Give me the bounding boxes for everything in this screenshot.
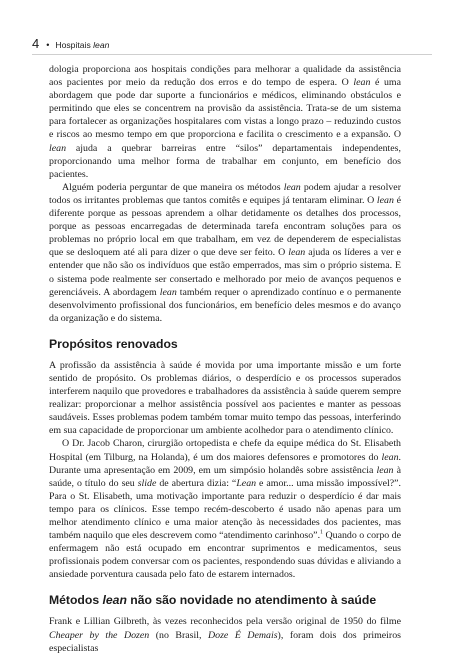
text-run: dologia proporciona aos hospitais condições para melhorar a qualidade da assistência aos pacientes por meio da redução dos erros e do tempo de espera. O	[49, 64, 401, 89]
text-run: . Durante uma apresentação em 2009, em um simpósio holandês sobre assistência	[49, 451, 401, 476]
paragraph	[49, 63, 401, 181]
italic-run: lean	[283, 181, 301, 193]
text-run: Alguém poderia perguntar de que maneira os métodos	[62, 181, 284, 193]
text-run: à saúde, o título do seu	[49, 464, 401, 489]
italic-run: lean	[381, 451, 399, 463]
paragraph	[49, 437, 401, 581]
text-run: (no Brasil,	[149, 629, 208, 641]
italic-run: lean	[49, 142, 67, 154]
page-number: 4	[32, 36, 40, 51]
text-run: podem ajudar a resolver todos os irritantes problemas que tantos comitês e equipes já tentaram eliminar. O	[49, 181, 401, 206]
italic-run: lean	[288, 247, 306, 259]
italic-run: lean	[376, 194, 394, 206]
text-run: não são novidade no atendimento à saúde	[126, 593, 377, 608]
italic-run: lean	[102, 593, 127, 608]
paragraph	[49, 359, 401, 438]
text-run: Quando o corpo de enfermagem não está ocupado em encontrar suprimentos e medicamentos, seus profissionais podem conversar com os pacientes, respondendo suas dúvidas e aliviando a ansiedade porventura causada pelo fato de estarem internados.	[49, 530, 401, 581]
text-run: ajuda a quebrar barreiras entre “silos” departamentais independentes, proporcionando uma melhor forma de trabalhar em conjunto, em benefício dos pacientes.	[49, 142, 401, 180]
text-run: é diferente porque as pessoas aprendem a olhar detidamente os detalhes dos processos, porque as pessoas encarregadas de determinada tarefa encontram soluções para os problemas no próprio local em que trabalham, em vez de dependerem de especialistas que se desloquem até ali para dizer o que deve ser feito. O	[49, 194, 401, 259]
running-title	[55, 40, 109, 54]
text-run: de abertura dizia: “	[156, 477, 237, 489]
text-run: Propósitos renovados	[49, 336, 178, 351]
text-run: A profissão da assistência à saúde é movida por uma importante missão e um forte sentido de propósito. Os problemas diários, o desperdício e os processos superados interferem naquilo que provedores e trabalhadores da assistência à saúde querem sempre realizar: proporcionar a melhor assistência possível aos pacientes e manter as pessoas saudáveis. Esses problemas podem também tomar muito tempo das pessoas, interferindo em sua capacidade de proporcionar um ambiente acolhedor para o atendimento clínico.	[49, 359, 401, 437]
running-title-text: Hospitais	[55, 40, 91, 50]
text-run: e amor... uma missão impossível?”. Para o St. Elisabeth, uma motivação importante para reduzir o desperdício é dar mais tempo para os clínicos. Esse tempo recém-descoberto é usado não apenas para um melhor atendimento clínico e uma maior atenção às necessidades dos pacientes, mas também naquilo que eles descrevem como “atendimento carinhoso”.	[49, 477, 401, 542]
italic-run: lean	[159, 286, 177, 298]
italic-run: slide	[137, 477, 157, 489]
text-run: ), foram dois dos primeiros especialistas	[49, 629, 401, 654]
footnote-ref: 1	[320, 529, 324, 536]
italic-run: Cheaper by the Dozen	[49, 629, 150, 641]
body-text	[49, 63, 401, 655]
text-run: é uma abordagem que pode dar suporte a funcionários e médicos, eliminando obstáculos e permitindo que eles se concentrem na provisão da assistência. Trata-se de um sistema para fortalecer as organizações hospitalares com vistas a longo prazo – reduzindo custos e riscos ao mesmo tempo em que proporciona e facilita o crescimento e a expansão. O	[49, 77, 401, 141]
running-header	[32, 36, 432, 55]
text-run: Métodos	[49, 593, 103, 608]
italic-run: lean	[353, 77, 371, 89]
italic-run: lean	[376, 464, 394, 476]
running-title-italic: lean	[93, 40, 110, 50]
header-bullet: •	[46, 40, 50, 50]
italic-run: Doze É Demais	[208, 629, 278, 641]
text-run: também requer o aprendizado contínuo e o permanente desenvolvimento profissional dos funcionários, em benefício deles mesmos e do avanço da organização e do sistema.	[49, 286, 401, 324]
section-heading	[49, 337, 401, 352]
italic-run: Lean	[236, 477, 257, 489]
text-run: Frank e Lillian Gilbreth, às vezes reconhecidos pela versão original de 1950 do filme	[49, 616, 401, 628]
section-heading	[49, 593, 401, 608]
paragraph	[49, 615, 401, 654]
text-run: ajuda os líderes a ver e entender que não são os indivíduos que estão emperrados, mas sim o próprio sistema. E o sistema pode realmente ser consertado e melhorado por meio de avanços pequenos e gerenciáveis. A abordagem	[49, 247, 401, 298]
paragraph	[49, 181, 401, 325]
text-run: O Dr. Jacob Charon, cirurgião ortopedista e chefe da equipe médica do St. Elisabeth Hospital (em Tilburg, na Holanda), é um dos maiores defensores e promotores do	[49, 438, 401, 463]
